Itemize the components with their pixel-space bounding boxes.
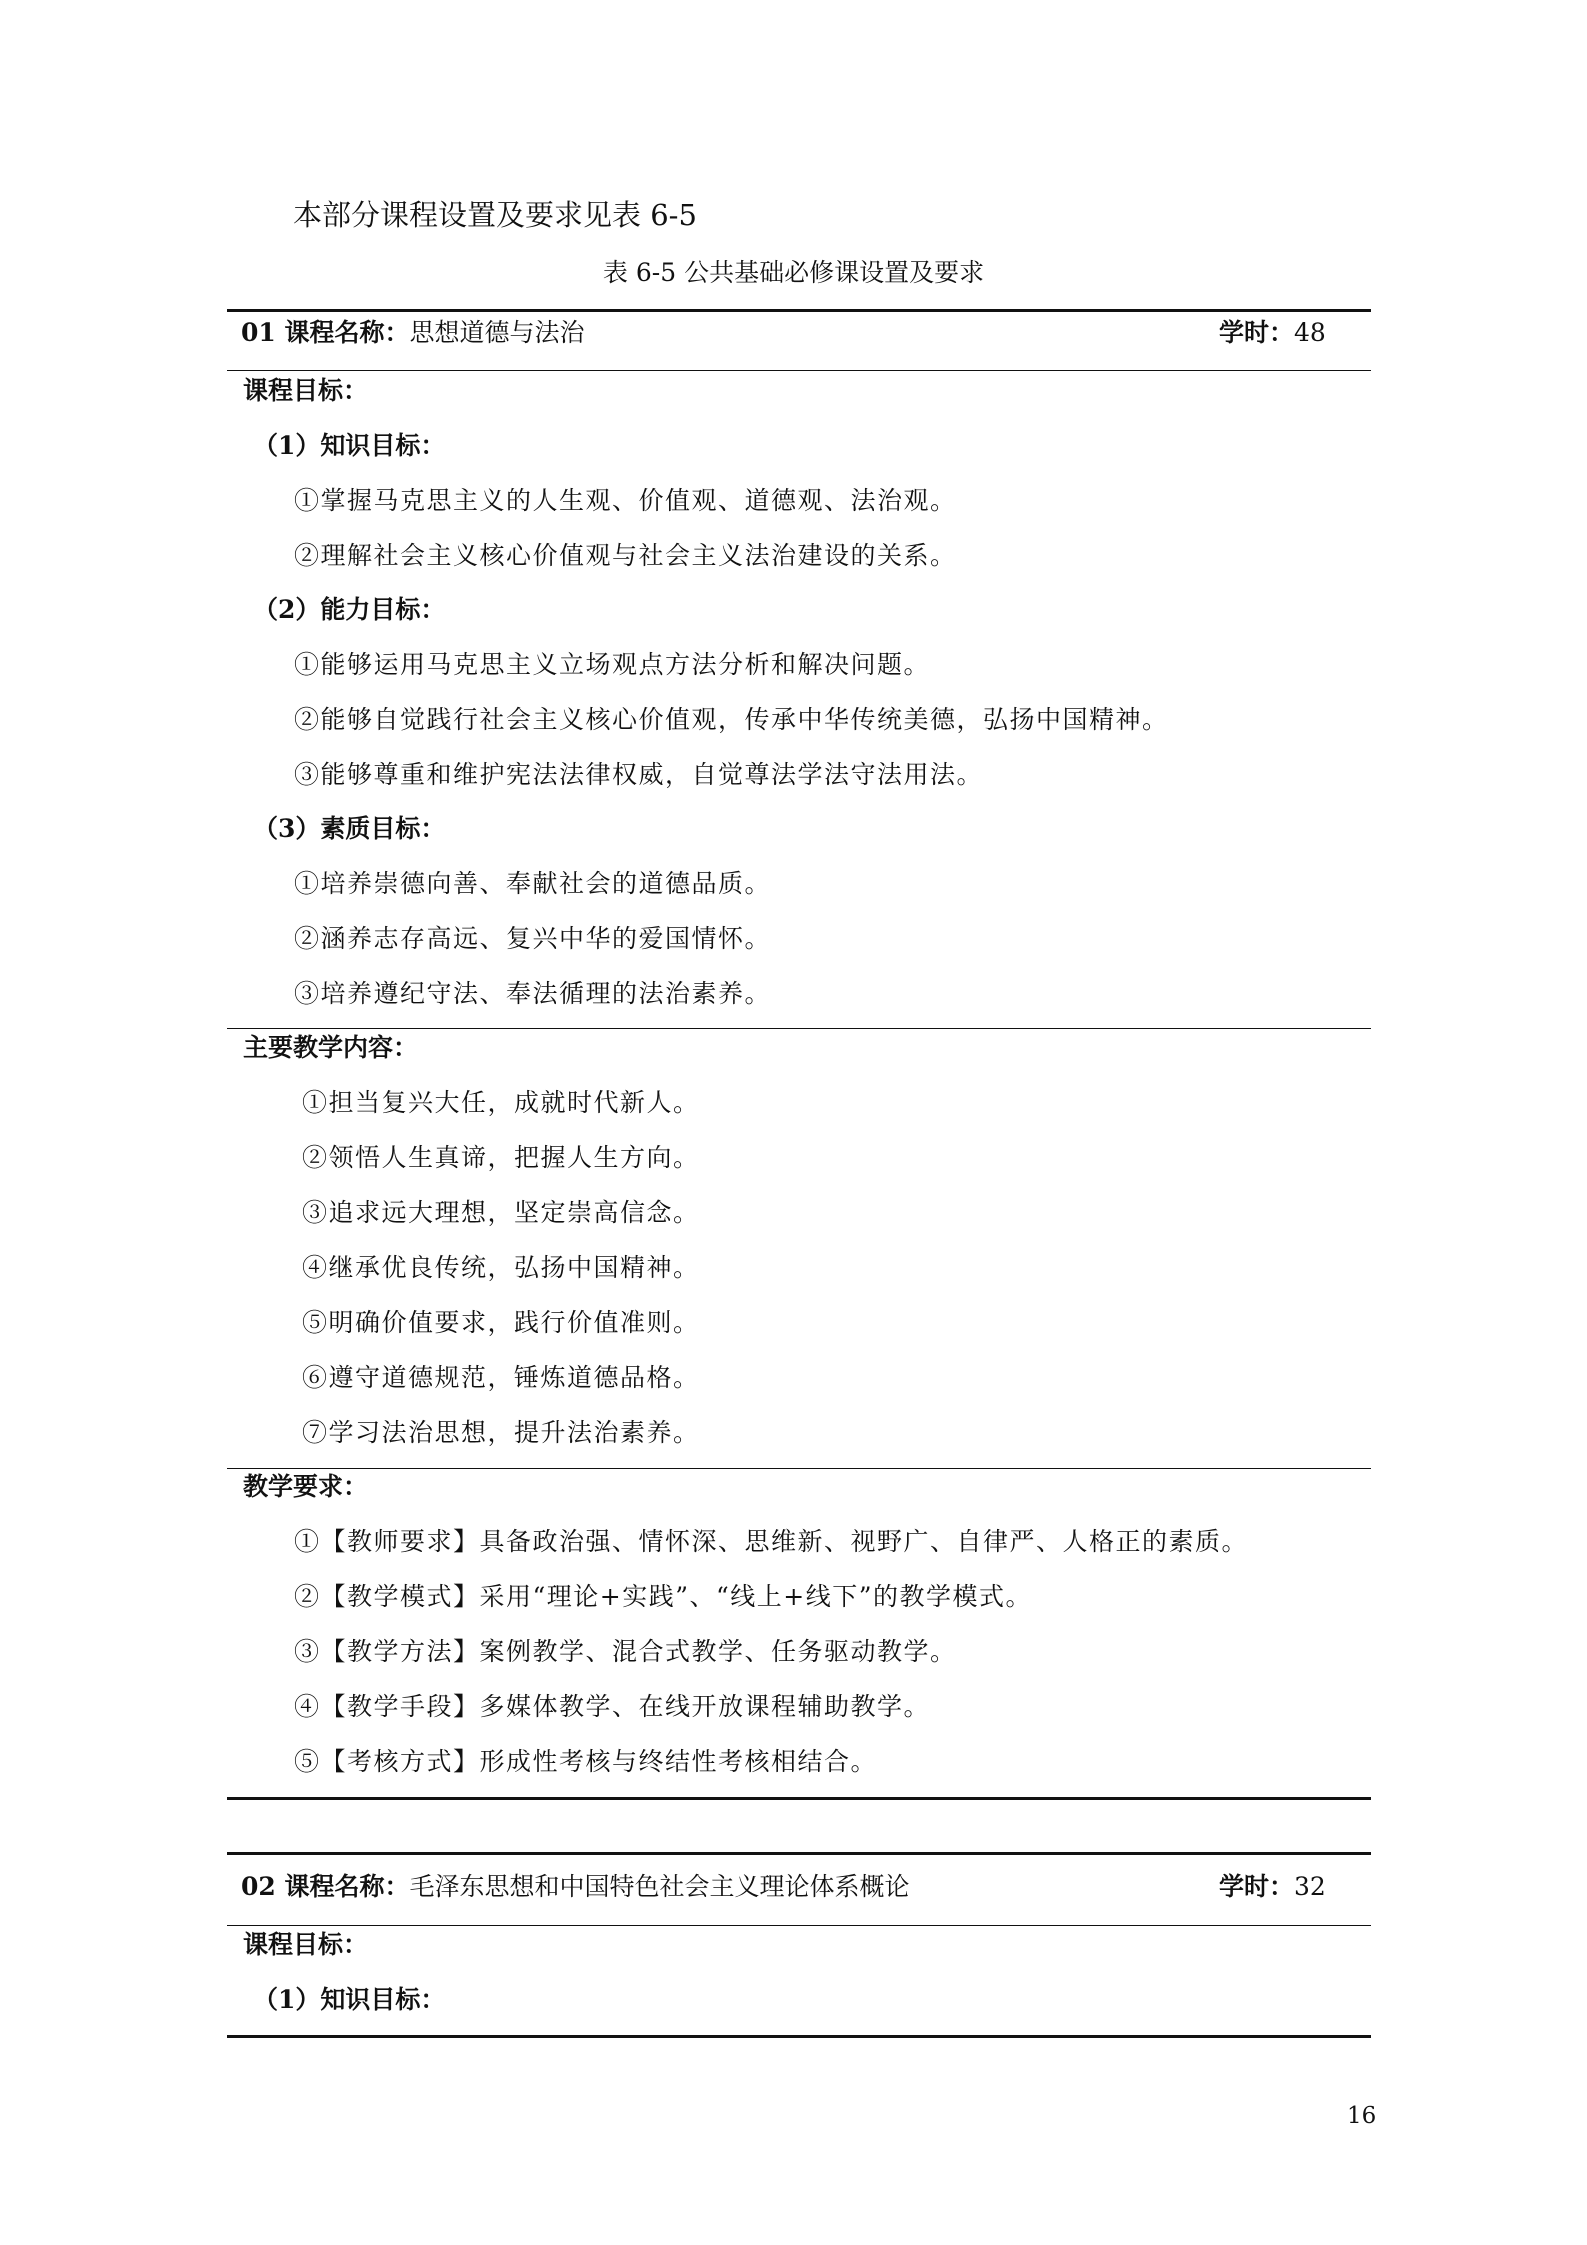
table-bottom-rule	[227, 1797, 1371, 1800]
list-item: ③【教学方法】案例教学、混合式教学、任务驱动教学。	[294, 1637, 957, 1666]
list-item: ①能够运用马克思主义立场观点方法分析和解决问题。	[294, 650, 931, 679]
intro-text: 本部分课程设置及要求见表 6-5	[293, 198, 697, 232]
table-top-rule	[227, 1852, 1371, 1855]
course-number-label: 02 课程名称：	[241, 1872, 410, 1901]
list-item: ①掌握马克思主义的人生观、价值观、道德观、法治观。	[294, 486, 957, 515]
list-item: ⑦学习法治思想，提升法治素养。	[302, 1418, 700, 1447]
list-item: ②能够自觉践行社会主义核心价值观，传承中华传统美德，弘扬中国精神。	[294, 705, 1169, 734]
row-divider	[227, 1925, 1371, 1926]
list-item: ④【教学手段】多媒体教学、在线开放课程辅助教学。	[294, 1692, 931, 1721]
list-item: ④继承优良传统，弘扬中国精神。	[302, 1253, 700, 1282]
course-name: 思想道德与法治	[409, 318, 585, 347]
row-divider	[227, 370, 1371, 371]
row-divider	[227, 1468, 1371, 1469]
list-item: ②领悟人生真谛，把握人生方向。	[302, 1143, 700, 1172]
list-item: ①担当复兴大任，成就时代新人。	[302, 1088, 700, 1117]
hours-value: 32	[1294, 1872, 1326, 1901]
page-number: 16	[1347, 2103, 1377, 2129]
content-title: 主要教学内容：	[243, 1033, 419, 1062]
hours-label: 学时：	[1219, 318, 1295, 347]
table-bottom-rule	[227, 2035, 1371, 2038]
hours-value: 48	[1294, 318, 1326, 347]
ability-title: （2）能力目标：	[253, 595, 446, 624]
list-item: ①培养崇德向善、奉献社会的道德品质。	[294, 869, 772, 898]
course-header	[241, 1865, 910, 1909]
list-item: ①【教师要求】具备政治强、情怀深、思维新、视野广、自律严、人格正的素质。	[294, 1527, 1249, 1556]
course-name: 毛泽东思想和中国特色社会主义理论体系概论	[409, 1872, 910, 1901]
list-item: ⑤明确价值要求，践行价值准则。	[302, 1308, 700, 1337]
table-caption: 表 6-5 公共基础必修课设置及要求	[602, 258, 985, 287]
list-item: ⑤【考核方式】形成性考核与终结性考核相结合。	[294, 1747, 878, 1776]
goals-title: 课程目标：	[243, 1930, 369, 1959]
list-item: ⑥遵守道德规范，锤炼道德品格。	[302, 1363, 700, 1392]
requirements-title: 教学要求：	[243, 1472, 369, 1501]
course-header	[241, 311, 585, 355]
list-item: ②【教学模式】采用“理论+实践”、“线上+线下”的教学模式。	[294, 1582, 1033, 1611]
knowledge-title: （1）知识目标：	[253, 431, 446, 460]
list-item: ③能够尊重和维护宪法法律权威，自觉尊法学法守法用法。	[294, 760, 984, 789]
course-number-label: 01 课程名称：	[241, 318, 410, 347]
course-hours	[1219, 311, 1326, 355]
course-hours	[1219, 1865, 1326, 1909]
quality-title: （3）素质目标：	[253, 814, 446, 843]
list-item: ③追求远大理想，坚定崇高信念。	[302, 1198, 700, 1227]
list-item: ②涵养志存高远、复兴中华的爱国情怀。	[294, 924, 772, 953]
goals-title: 课程目标：	[243, 376, 369, 405]
hours-label: 学时：	[1219, 1872, 1295, 1901]
list-item: ③培养遵纪守法、奉法循理的法治素养。	[294, 979, 772, 1008]
knowledge-title: （1）知识目标：	[253, 1985, 446, 2014]
list-item: ②理解社会主义核心价值观与社会主义法治建设的关系。	[294, 541, 957, 570]
